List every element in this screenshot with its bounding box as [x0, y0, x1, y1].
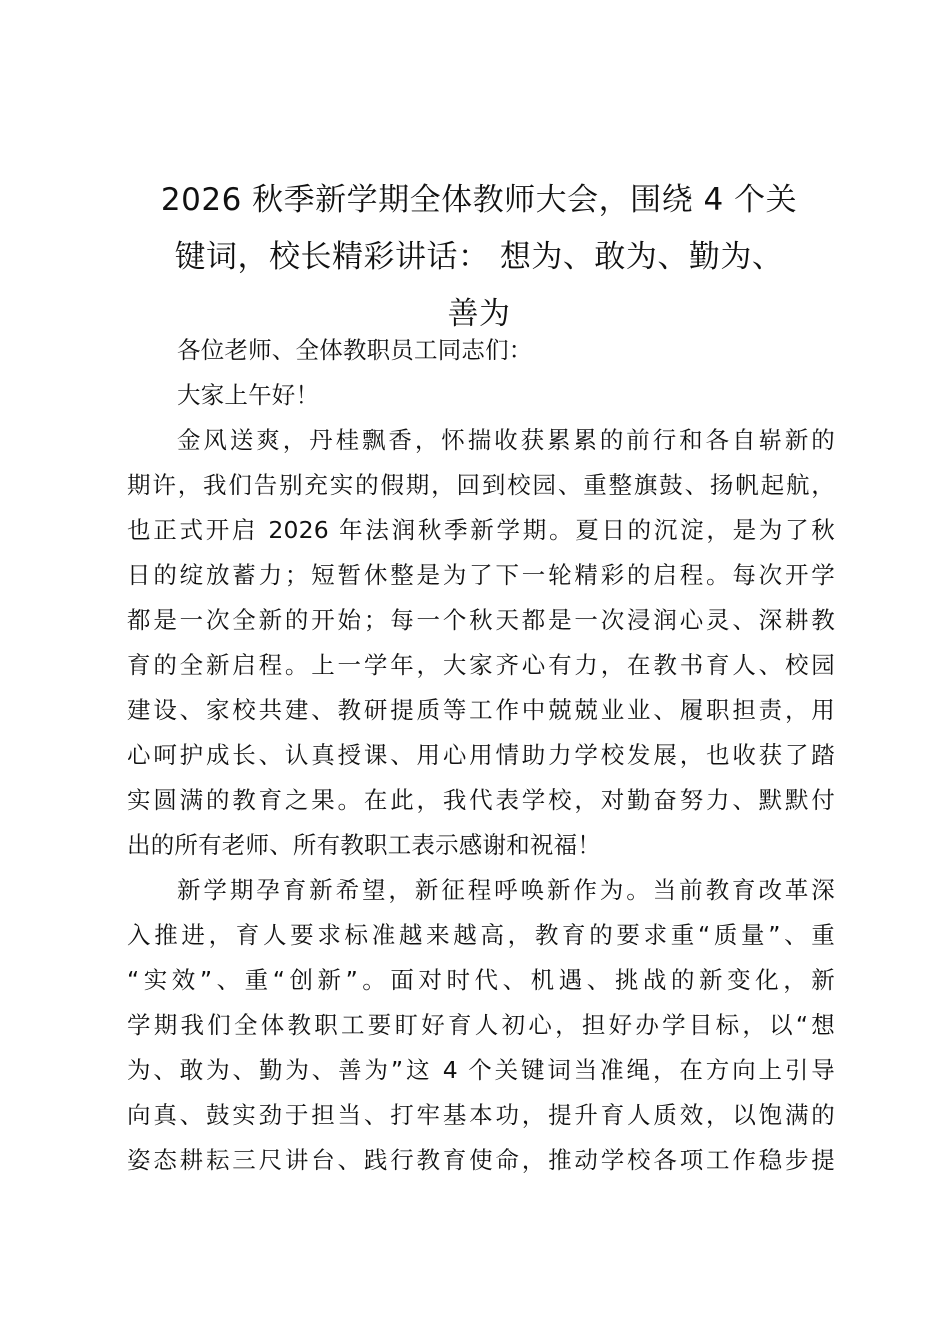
paragraph-line: 向真、鼓实劲于担当、打牢基本功，提升育人质效，以饱满的: [127, 1101, 835, 1129]
paragraph-line: 也正式开启 2026 年法润秋季新学期。夏日的沉淀，是为了秋: [127, 516, 835, 544]
salutation: 各位老师、全体教职员工同志们：: [177, 336, 533, 364]
greeting: 大家上午好！: [177, 381, 320, 409]
paragraph-1: [127, 418, 835, 868]
title-line-3: 善为: [447, 296, 511, 332]
document-title: [125, 172, 833, 343]
paragraph-line: 学期我们全体教职工要盯好育人初心，担好办学目标，以“想: [127, 1011, 835, 1039]
paragraph-line: 入推进，育人要求标准越来越高，教育的要求重“质量”、重: [127, 921, 835, 949]
paragraph-line: 日的绽放蓄力；短暂休整是为了下一轮精彩的启程。每次开学: [127, 561, 835, 589]
paragraph-line: 新学期孕育新希望，新征程呼唤新作为。当前教育改革深: [177, 876, 835, 904]
paragraph-line: 金风送爽，丹桂飘香，怀揣收获累累的前行和各自崭新的: [177, 426, 835, 454]
paragraph-line: 都是一次全新的开始；每一个秋天都是一次浸润心灵、深耕教: [127, 606, 835, 634]
paragraph-line: 心呵护成长、认真授课、用心用情助力学校发展，也收获了踏: [127, 741, 835, 769]
title-line-1: 2026 秋季新学期全体教师大会，围绕 4 个关: [160, 182, 798, 218]
paragraph-line: 实圆满的教育之果。在此，我代表学校，对勤奋努力、默默付: [127, 786, 835, 814]
title-line-2: 键词，校长精彩讲话： 想为、敢为、勤为、: [174, 239, 784, 275]
paragraph-line: 出的所有老师、所有教职工表示感谢和祝福！: [127, 831, 601, 859]
paragraph-line: 建设、家校共建、教研提质等工作中兢兢业业、履职担责，用: [127, 696, 835, 724]
paragraph-line: 期许，我们告别充实的假期，回到校园、重整旗鼓、扬帆起航，: [127, 471, 835, 499]
paragraph-line: 为、敢为、勤为、善为”这 4 个关键词当准绳，在方向上引导: [127, 1056, 835, 1084]
paragraph-2: [127, 868, 835, 1183]
paragraph-line: 育的全新启程。上一学年，大家齐心有力，在教书育人、校园: [127, 651, 835, 679]
document-body: [127, 328, 835, 1183]
paragraph-line: “实效”、重“创新”。面对时代、机遇、挑战的新变化，新: [127, 966, 835, 994]
paragraph-line: 姿态耕耘三尺讲台、践行教育使命，推动学校各项工作稳步提: [127, 1146, 835, 1174]
